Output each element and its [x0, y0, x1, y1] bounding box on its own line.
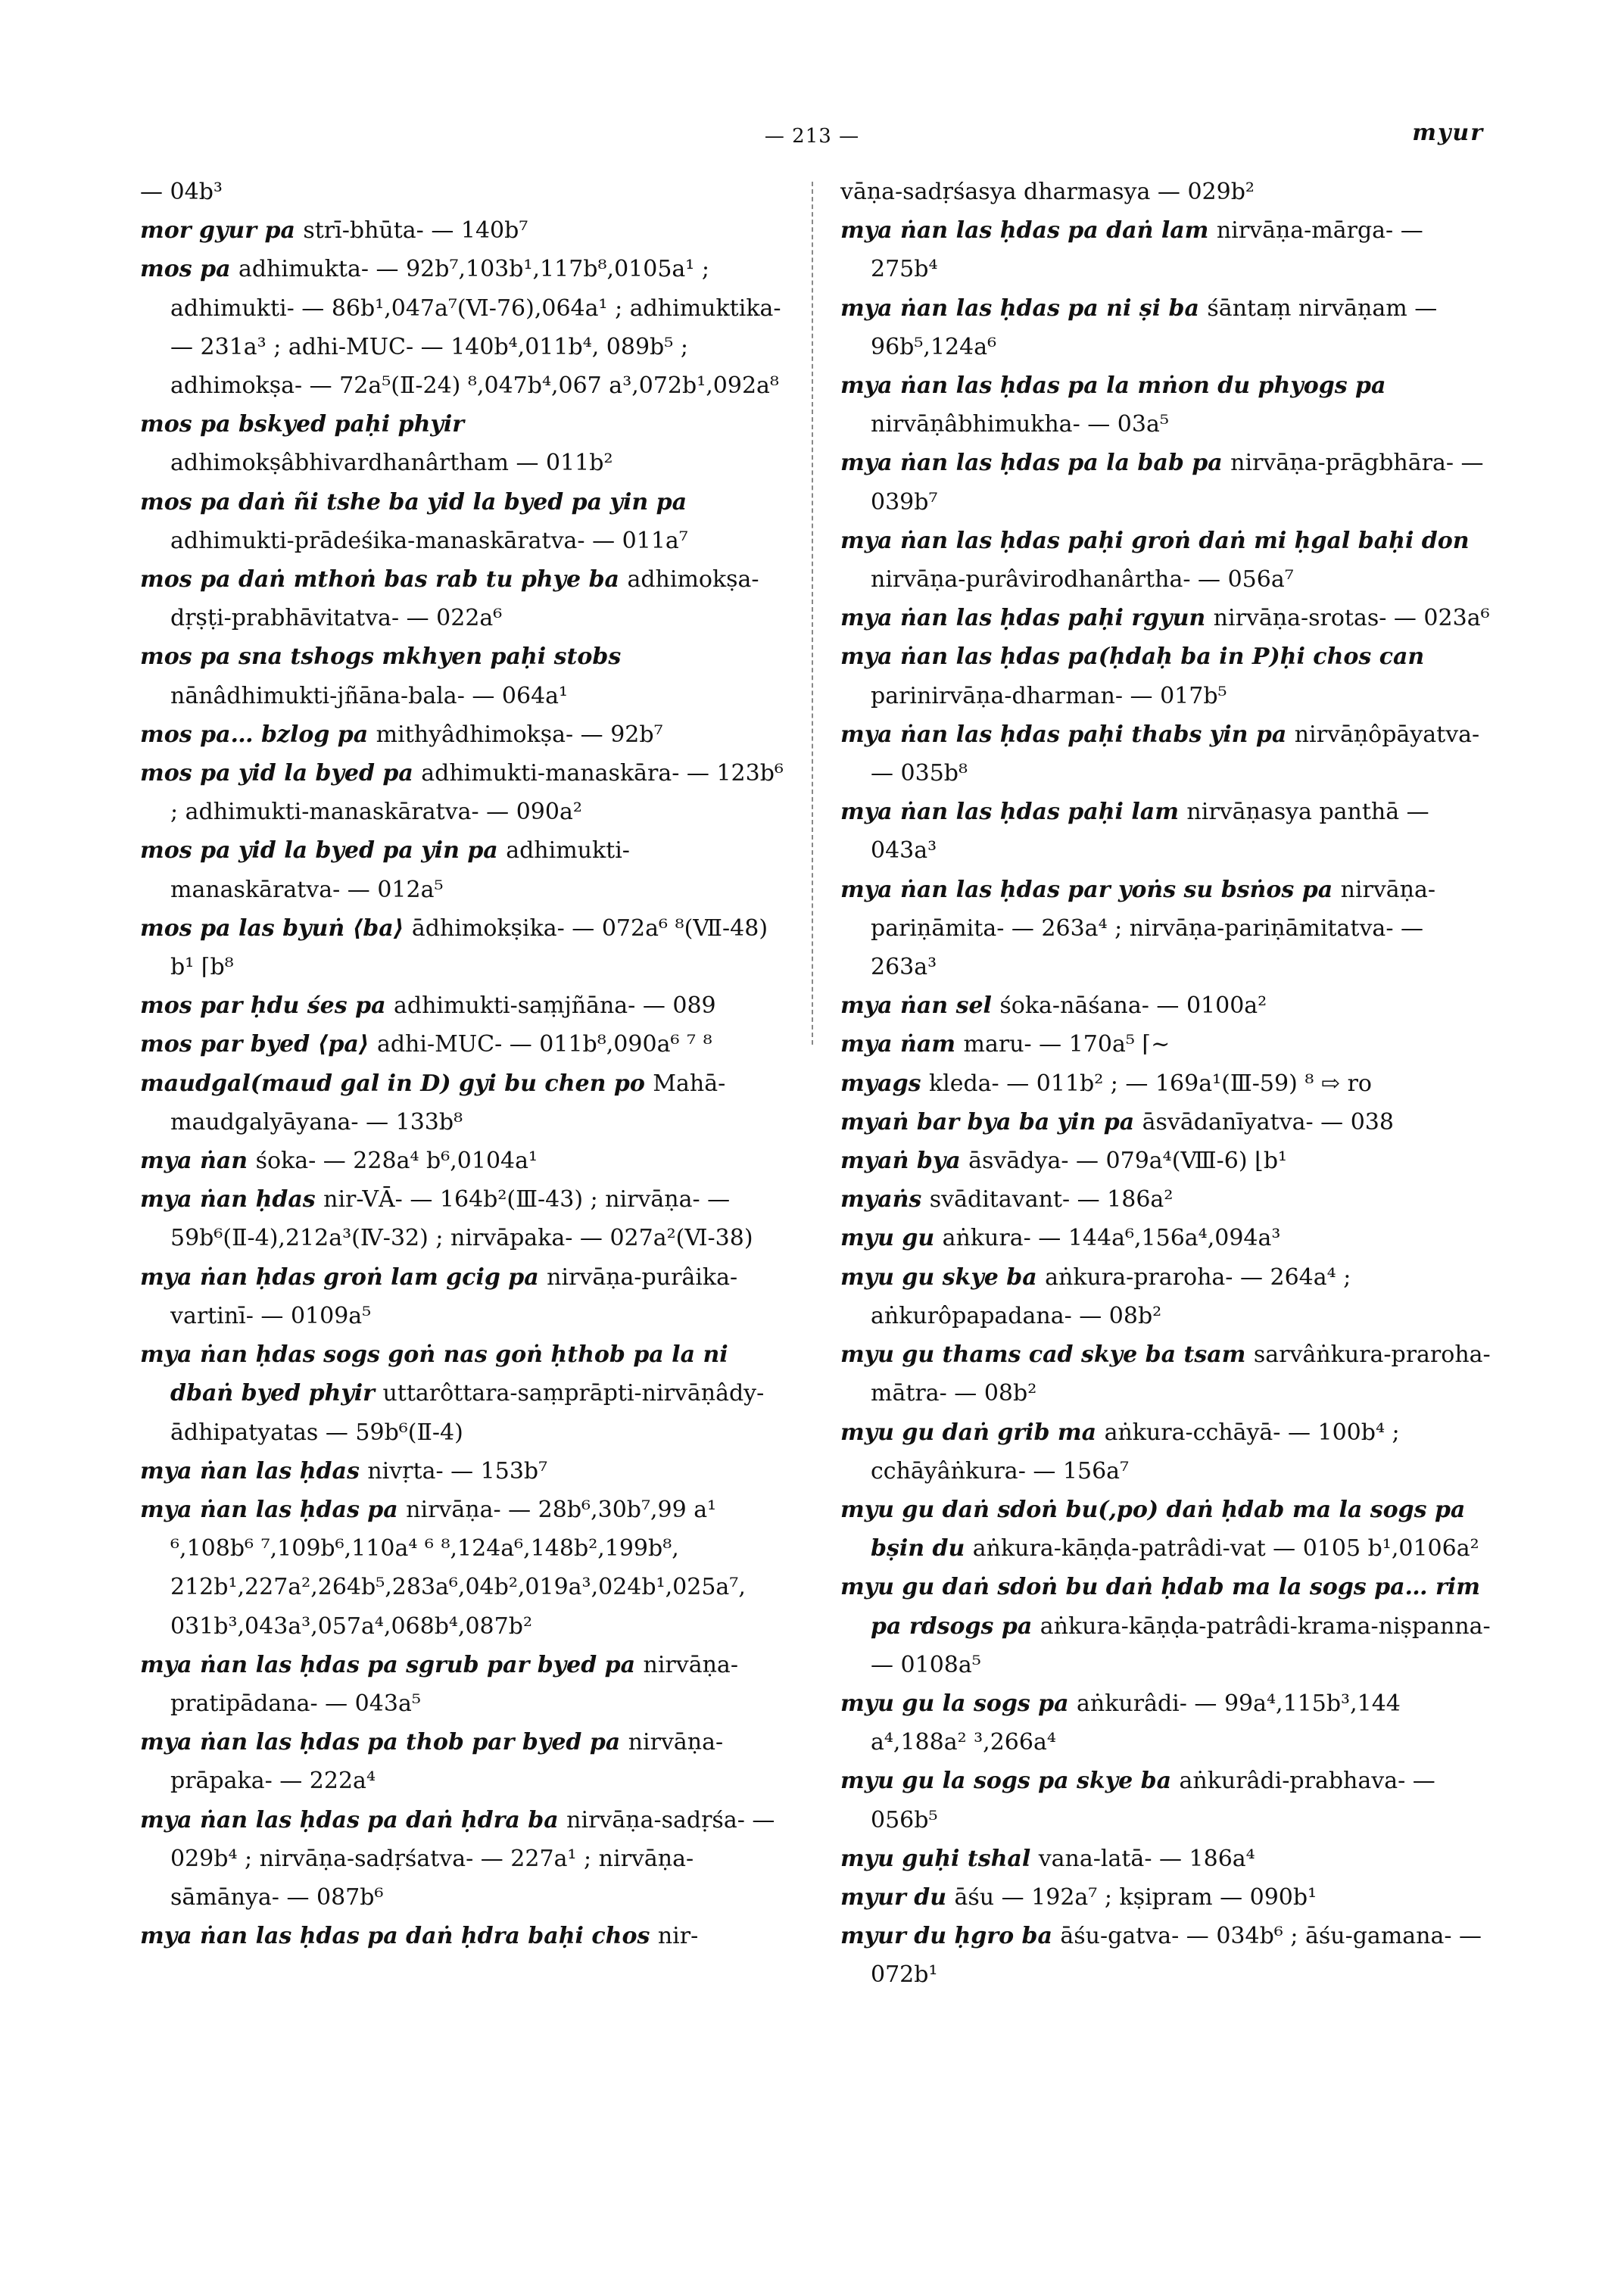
entry-headword: myur du ḥgro ba — [840, 1923, 1052, 1950]
entry-headword: mya ṅan las ḥdas pa daṅ ḥdra baḥi chos — [140, 1923, 650, 1950]
entry-headword: myaṅ bya — [840, 1148, 961, 1175]
entry-definition: śoka- — 228a⁴ b⁶,0104a¹ — [255, 1148, 538, 1175]
entry-definition: adhi-MUC- — 011b⁸,090a⁶ ⁷ ⁸ — [376, 1031, 712, 1058]
dictionary-entry — [140, 909, 791, 986]
entry-definition: nir- — [657, 1923, 699, 1950]
entry-headword: myu gu daṅ grib ma — [840, 1419, 1097, 1446]
dictionary-entry — [140, 1335, 791, 1452]
entry-headword: mya ṅan — [140, 1148, 248, 1175]
entry-headword: mya ṅan las ḥdas pa daṅ ḥdra ba — [140, 1806, 559, 1833]
entry-definition: parinirvāṇa-dharman- — 017b⁵ — [871, 682, 1227, 709]
dictionary-entry — [840, 599, 1492, 637]
dictionary-entry — [840, 1103, 1492, 1142]
dictionary-entry — [840, 366, 1492, 444]
entry-headword: mya ṅan las ḥdas paḥi rgyun — [840, 605, 1206, 632]
entry-definition: adhimukti-manaskāratva- — 012a⁵ — [170, 837, 630, 903]
entry-headword: mya ṅan las ḥdas par yoṅs su bsṅos pa — [840, 876, 1333, 903]
left-column — [140, 173, 791, 1955]
dictionary-entry — [140, 1025, 791, 1064]
entry-definition: adhimokṣâbhivardhanârtham — 011b² — [170, 450, 613, 477]
entry-headword: mya ṅan ḥdas groṅ lam gcig pa — [140, 1263, 539, 1291]
entry-definition: strī-bhūta- — 140b⁷ — [303, 217, 528, 245]
dictionary-entry — [840, 1878, 1492, 1917]
entry-definition: nirvāṇa-srotas- — 023a⁶ — [1213, 605, 1490, 632]
entry-headword: mos par byed ⟨pa⟩ — [140, 1031, 369, 1058]
dictionary-entry — [840, 1180, 1492, 1219]
dictionary-entry — [840, 637, 1492, 715]
entry-headword: mya ṅan ḥdas sogs goṅ nas goṅ ḥthob pa la ni dbaṅ byed phyir — [140, 1341, 728, 1407]
dictionary-entry — [840, 715, 1492, 793]
entry-headword: myaṅ bar bya ba yin pa — [840, 1108, 1135, 1136]
entry-headword: myu gu thams cad skye ba tsam — [840, 1341, 1246, 1369]
entry-definition: nirvāṇa-prāgbhāra- — 039b⁷ — [871, 450, 1484, 516]
entry-headword: mos pa — [140, 256, 231, 283]
entry-headword: mya ṅan las ḥdas pa(ḥdaḥ ba in P)ḥi chos can — [840, 643, 1425, 671]
entry-definition: maru- — 170a⁵ ⌈~ — [963, 1031, 1170, 1058]
entry-definition: mithyâdhimokṣa- — 92b⁷ — [376, 721, 663, 748]
dictionary-entry — [140, 211, 791, 250]
dictionary-entry — [140, 483, 791, 560]
dictionary-entry — [840, 522, 1492, 599]
entry-definition: āsvādya- — 079a⁴(Ⅷ-6) ⌊b¹ — [968, 1148, 1288, 1175]
entry-headword: mya ṅan las ḥdas pa — [140, 1496, 398, 1523]
dictionary-entry — [840, 211, 1492, 288]
dictionary-entry — [140, 831, 791, 908]
entry-headword: myu guḥi tshal — [840, 1845, 1031, 1872]
dictionary-entry — [840, 173, 1492, 211]
entry-headword: mya ṅam — [840, 1031, 956, 1058]
entry-headword: mos par ḥdu śes pa — [140, 992, 386, 1020]
dictionary-entry — [140, 1723, 791, 1800]
entry-headword: mos pa las byuṅ ⟨ba⟩ — [140, 914, 404, 942]
dictionary-entry — [840, 1142, 1492, 1180]
entry-definition: aṅkurâdi- — 99a⁴,115b³,144 a⁴,188a² ³,266a⁴ — [871, 1690, 1401, 1756]
entry-definition: adhimukta- — 92b⁷,103b¹,117b⁸,0105a¹ ; adhimukti- — 86b¹,047a⁷(Ⅵ-76),064a¹ ; adhimuktika- — 231a³ ; adhi-MUC- — 140b⁴,011b⁴, 089b⁵ ; adhimokṣa- — 72a⁵(Ⅱ-24) ⁸,047b⁴,067 a³,072b¹,092a⁸ — [170, 256, 781, 400]
dictionary-entry — [140, 560, 791, 637]
entry-headword: mya ṅan las ḥdas paḥi thabs yin pa — [840, 721, 1287, 748]
entry-definition: kleda- — 011b² ; — 169a¹(Ⅲ-59) ⁸ ⇨ ro — [928, 1070, 1372, 1097]
entry-definition: nirvāṇa-purâvirodhanârtha- — 056a⁷ — [871, 566, 1294, 594]
dictionary-entry — [140, 1452, 791, 1491]
entry-definition: nir-VĀ- — 164b²(Ⅲ-43) ; nirvāṇa- — 59b⁶(Ⅱ-4),212a³(Ⅳ-32) ; nirvāpaka- — 027a²(Ⅵ-38) — [170, 1186, 753, 1252]
dictionary-entry — [840, 986, 1492, 1025]
dictionary-entry — [140, 405, 791, 482]
dictionary-entry — [840, 444, 1492, 521]
entry-headword: mya ṅan las ḥdas pa la mṅon du phyogs pa — [840, 372, 1386, 400]
right-column — [840, 173, 1492, 1995]
dictionary-entry — [840, 1258, 1492, 1335]
entry-definition: nirvāṇâbhimukha- — 03a⁵ — [871, 411, 1169, 438]
dictionary-entry — [840, 1491, 1492, 1568]
dictionary-entry — [840, 1025, 1492, 1064]
entry-definition: adhimukti-manaskāra- — 123b⁶ ; adhimukti-manaskāratva- — 090a² — [170, 760, 784, 826]
dictionary-entry — [140, 1646, 791, 1723]
entry-headword: mya ṅan las ḥdas paḥi groṅ daṅ mi ḥgal baḥi don — [840, 527, 1470, 554]
entry-definition: uttarôttara-saṃprāpti-nirvāṇâdy-ādhipatyatas — 59b⁶(Ⅱ-4) — [170, 1380, 765, 1446]
entry-definition: adhimukti-saṃjñāna- — 089 — [393, 992, 716, 1020]
dictionary-entry — [140, 1801, 791, 1918]
dictionary-entry — [840, 871, 1492, 987]
entry-headword: myaṅs — [840, 1186, 922, 1213]
entry-definition: āśu-gatva- — 034b⁶ ; āśu-gamana- — 072b¹ — [871, 1923, 1482, 1989]
entry-definition: nirvāṇôpāyatva- — 035b⁸ — [871, 721, 1480, 787]
entry-definition: nirvāṇasya panthā — 043a³ — [871, 799, 1429, 865]
dictionary-entry — [840, 1917, 1492, 1994]
dictionary-entry — [140, 173, 791, 211]
entry-definition: śoka-nāśana- — 0100a² — [999, 992, 1267, 1020]
entry-definition: aṅkura-praroha- — 264a⁴ ; aṅkurôpapadana- — 08b² — [871, 1263, 1351, 1329]
entry-headword: myu gu la sogs pa skye ba — [840, 1768, 1172, 1795]
entry-headword: mya ṅan sel — [840, 992, 992, 1020]
dictionary-entry — [840, 1064, 1492, 1103]
entry-headword: mos pa bskyed paḥi phyir — [140, 411, 465, 438]
entry-definition: aṅkura-kāṇḍa-patrâdi-vat — 0105 b¹,0106a² — [972, 1535, 1479, 1562]
dictionary-entry — [840, 1568, 1492, 1684]
running-head: myur — [1412, 120, 1484, 146]
entry-definition: nirvāṇa-pratipādana- — 043a⁵ — [170, 1651, 738, 1717]
dictionary-entry — [840, 1840, 1492, 1878]
entry-definition: āsvādanīyatva- — 038 — [1142, 1108, 1394, 1136]
dictionary-entry — [140, 1142, 791, 1180]
entry-headword: mos pa… bzlog pa — [140, 721, 369, 748]
dictionary-entry — [140, 637, 791, 715]
entry-definition: nānâdhimukti-jñāna-bala- — 064a¹ — [170, 682, 569, 709]
entry-headword: mya ṅan ḥdas — [140, 1186, 316, 1213]
entry-headword: myu gu la sogs pa — [840, 1690, 1069, 1717]
dictionary-entry — [140, 754, 791, 831]
dictionary-entry — [840, 1335, 1492, 1413]
entry-headword: mos pa daṅ mthoṅ bas rab tu phye ba — [140, 566, 619, 594]
entry-headword: myu gu daṅ sdoṅ bu(,po) daṅ ḥdab ma la sogs pa bṣin du — [840, 1496, 1466, 1562]
entry-definition: vāṇa-sadṛśasya dharmasya — 029b² — [840, 179, 1255, 205]
entry-headword: mos pa yid la byed pa yin pa — [140, 837, 498, 865]
entry-headword: mya ṅan las ḥdas pa thob par byed pa — [140, 1729, 621, 1756]
dictionary-entry — [140, 1491, 791, 1646]
entry-headword: mor gyur pa — [140, 217, 295, 245]
entry-headword: myu gu daṅ sdoṅ bu daṅ ḥdab ma la sogs pa… rim pa rdsogs pa — [840, 1574, 1480, 1640]
entry-headword: myu gu — [840, 1225, 935, 1252]
dictionary-entry — [140, 1180, 791, 1257]
entry-headword: mos pa sna tshogs mkhyen paḥi stobs — [140, 643, 622, 671]
dictionary-entry — [840, 1219, 1492, 1257]
entry-headword: myur du — [840, 1883, 947, 1911]
entry-definition: aṅkura-kāṇḍa-patrâdi-krama-niṣpanna- — 0108a⁵ — [871, 1612, 1491, 1678]
entry-headword: mya ṅan las ḥdas pa ni ṣi ba — [840, 294, 1199, 322]
dictionary-entry — [840, 1684, 1492, 1762]
dictionary-entry — [840, 793, 1492, 870]
entry-definition: nirvāṇa- — 28b⁶,30b⁷,99 a¹ ⁶,108b⁶ ⁷,109b⁶,110a⁴ ⁶ ⁸,124a⁶,148b²,199b⁸, 212b¹,227a²,264b⁵,283a⁶,04b²,019a³,024b¹,025a⁷, 031b³,043a³,057a⁴,068b⁴,087b² — [170, 1496, 746, 1640]
entry-definition: nirvāṇa-sadṛśa- — 029b⁴ ; nirvāṇa-sadṛśatva- — 227a¹ ; nirvāṇa-sāmānya- — 087b⁶ — [170, 1806, 775, 1911]
entry-definition: nirvāṇa-purâika-vartinī- — 0109a⁵ — [170, 1263, 738, 1329]
entry-headword: mya ṅan las ḥdas — [140, 1457, 360, 1485]
entry-definition: vana-latā- — 186a⁴ — [1038, 1845, 1255, 1872]
entry-definition: — 04b³ — [140, 179, 223, 205]
column-divider — [812, 182, 813, 1045]
entry-definition: svāditavant- — 186a² — [929, 1186, 1174, 1213]
entry-headword: mya ṅan las ḥdas pa daṅ lam — [840, 217, 1209, 245]
dictionary-entry — [140, 1917, 791, 1955]
entry-definition: nirvāṇa-pariṇāmita- — 263a⁴ ; nirvāṇa-pariṇāmitatva- — 263a³ — [871, 876, 1436, 981]
entry-definition: aṅkura-cchāyā- — 100b⁴ ; cchāyâṅkura- — 156a⁷ — [871, 1419, 1400, 1485]
entry-headword: maudgal(maud gal in D) gyi bu chen po — [140, 1070, 645, 1097]
entry-definition: āśu — 192a⁷ ; kṣipram — 090b¹ — [954, 1883, 1317, 1911]
entry-headword: myags — [840, 1070, 921, 1097]
entry-definition: śāntaṃ nirvāṇam — 96b⁵,124a⁶ — [871, 294, 1438, 360]
entry-headword: mya ṅan las ḥdas pa la bab pa — [840, 450, 1223, 477]
entry-definition: nivṛta- — 153b⁷ — [367, 1457, 548, 1485]
entry-headword: myu gu skye ba — [840, 1263, 1037, 1291]
page-number: — 213 — — [764, 125, 860, 148]
dictionary-entry — [140, 1064, 791, 1142]
dictionary-entry — [140, 1258, 791, 1335]
dictionary-entry — [840, 1762, 1492, 1839]
entry-definition: nirvāṇa-prāpaka- — 222a⁴ — [170, 1729, 724, 1795]
entry-definition: aṅkura- — 144a⁶,156a⁴,094a³ — [942, 1225, 1281, 1252]
entry-definition: Mahā-maudgalyāyana- — 133b⁸ — [170, 1070, 726, 1136]
entry-headword: mos pa yid la byed pa — [140, 760, 413, 787]
entry-headword: mos pa daṅ ñi tshe ba yid la byed pa yin pa — [140, 488, 687, 516]
entry-definition: aṅkurâdi-prabhava- — 056b⁵ — [871, 1768, 1435, 1833]
entry-definition: ādhimokṣika- — 072a⁶ ⁸(Ⅶ-48) b¹ ⌈b⁸ — [170, 914, 768, 981]
entry-definition: adhimokṣa-dṛṣṭi-prabhāvitatva- — 022a⁶ — [170, 566, 759, 632]
dictionary-entry — [840, 1413, 1492, 1491]
dictionary-entry — [140, 715, 791, 754]
entry-definition: sarvâṅkura-praroha-mātra- — 08b² — [871, 1341, 1491, 1407]
dictionary-entry — [840, 289, 1492, 366]
entry-definition: adhimukti-prādeśika-manaskāratva- — 011a⁷ — [170, 527, 688, 554]
dictionary-entry — [140, 986, 791, 1025]
dictionary-entry — [140, 250, 791, 405]
entry-headword: mya ṅan las ḥdas pa sgrub par byed pa — [140, 1651, 636, 1678]
entry-definition: nirvāṇa-mārga- — 275b⁴ — [871, 217, 1423, 283]
entry-headword: mya ṅan las ḥdas paḥi lam — [840, 799, 1179, 826]
